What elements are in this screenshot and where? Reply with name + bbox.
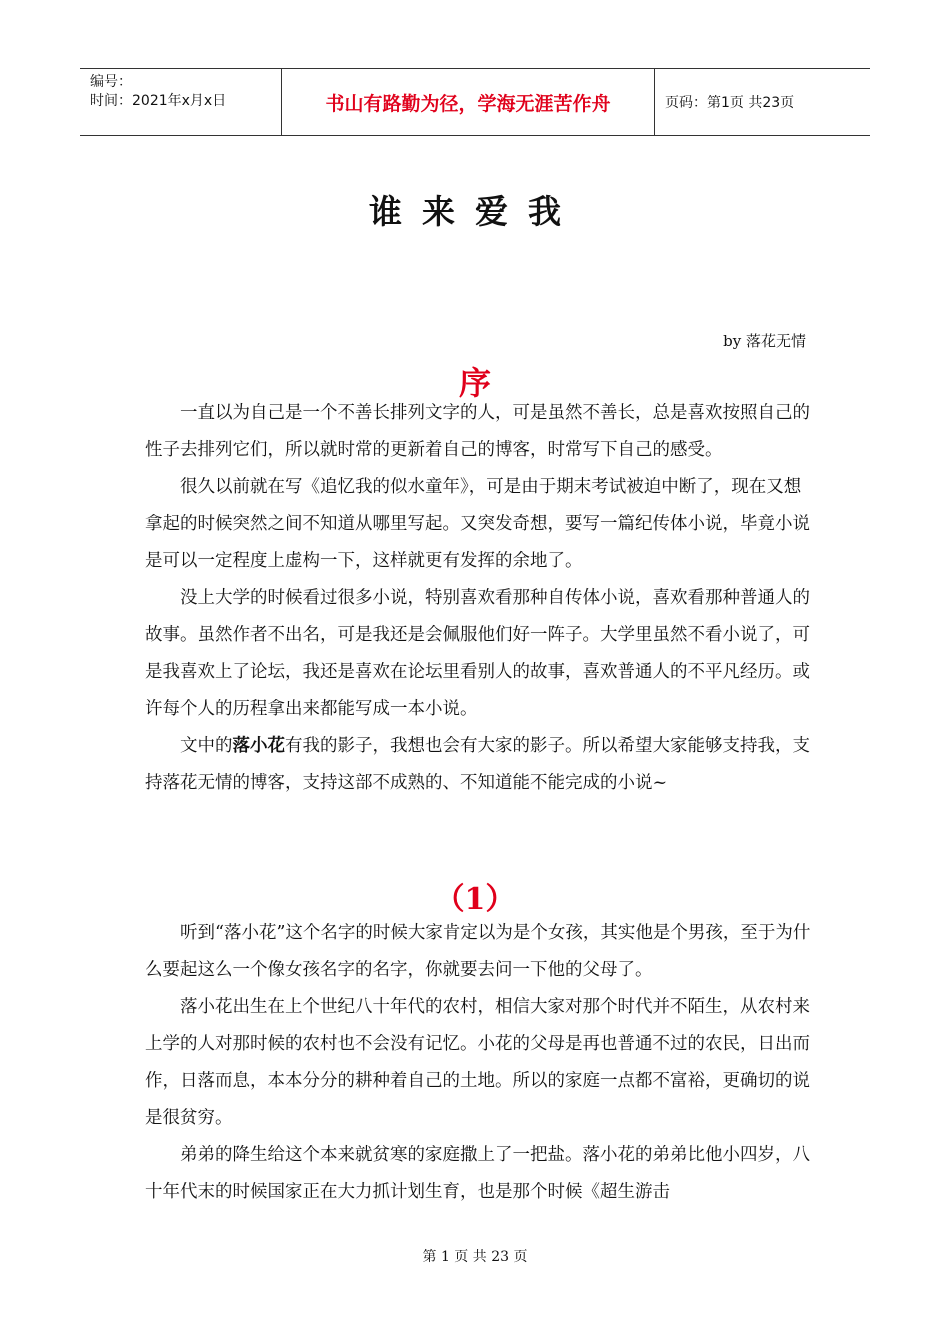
protagonist-name: 落小花 [232,736,285,756]
preface-body [145,395,815,802]
time-label: 时间：2021年x月x日 [90,93,227,109]
chapter-paragraph: 弟弟的降生给这个本来就贫寒的家庭撒上了一把盐。落小花的弟弟比他小四岁，八十年代末的时候国家正在大力抓计划生育，也是那个时候《超生游击 [145,1145,810,1202]
page-header [80,68,870,136]
header-meta [80,69,282,135]
preface-paragraph: 一直以为自己是一个不善长排列文字的人，可是虽然不善长，总是喜欢按照自己的性子去排列它们，所以就时常的更新着自己的博客，时常写下自己的感受。 [145,403,810,460]
chapter-paragraph: 落小花出生在上个世纪八十年代的农村，相信大家对那个时代并不陌生，从农村来上学的人对那时候的农村也不会没有记忆。小花的父母是再也普通不过的农民，日出而作，日落而息，本本分分的耕种着自己的土地。所以的家庭一点都不富裕，更确切的说是很贫穷。 [145,997,810,1128]
preface-text: 有我的影子，我想也会有大家的影子。所以希望大家能够支持我，支持落花无情的博客，支持这部不成熟的、不知道能不能完成的小说~ [145,736,810,793]
page-footer: 第 1 页 共 23 页 [422,1249,528,1265]
chapter-heading: （1） [434,882,516,917]
header-page-label: 页码：第1页 共23页 [665,95,795,111]
chapter-body [145,915,815,1211]
preface-heading: 序 [458,364,491,402]
document-title: 谁来爱我 [369,192,581,231]
preface-text: 文中的 [180,736,233,756]
author-line: by 落花无情 [723,332,806,350]
number-label: 编号： [90,74,132,90]
preface-paragraph [145,728,815,802]
preface-paragraph: 很久以前就在写《追忆我的似水童年》，可是由于期末考试被迫中断了，现在又想拿起的时候突然之间不知道从哪里写起。又突发奇想，要写一篇纪传体小说，毕竟小说是可以一定程度上虚构一下，这样就更有发挥的余地了。 [145,477,810,571]
chapter-paragraph: 听到“落小花”这个名字的时候大家肯定以为是个女孩，其实他是个男孩，至于为什么要起这么一个像女孩名字的名字，你就要去问一下他的父母了。 [145,923,811,980]
header-motto: 书山有路勤为径，学海无涯苦作舟 [282,69,655,135]
preface-paragraph: 没上大学的时候看过很多小说，特别喜欢看那种自传体小说，喜欢看那种普通人的故事。虽然作者不出名，可是我还是会佩服他们好一阵子。大学里虽然不看小说了，可是我喜欢上了论坛，我还是喜欢在论坛里看别人的故事，喜欢普通人的不平凡经历。或许每个人的历程拿出来都能写成一本小说。 [145,588,810,719]
